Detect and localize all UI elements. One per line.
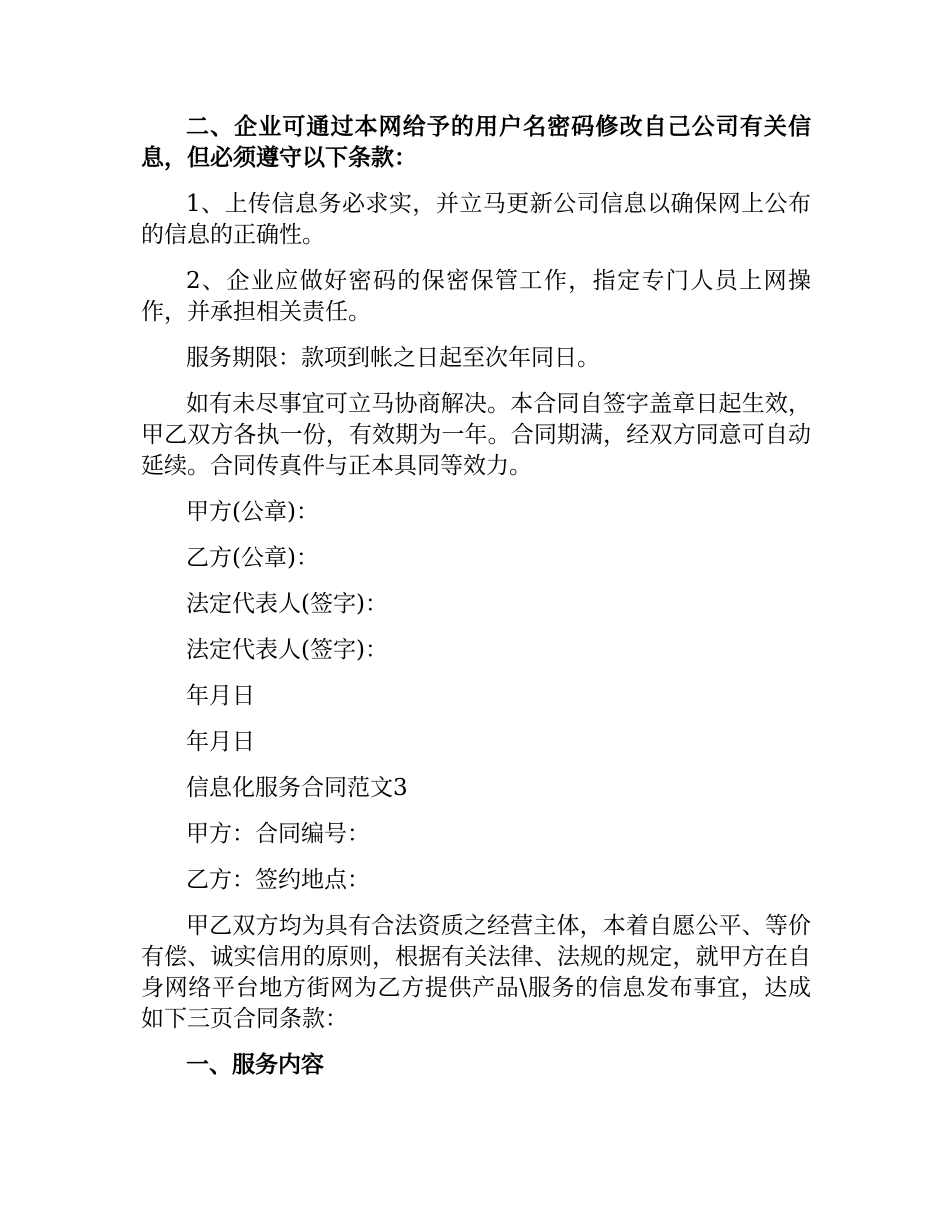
- preamble-paragraph: 甲乙双方均为具有合法资质之经营主体，本着自愿公平、等价有偿、诚实信用的原则，根据有关法律、法规的规定，就甲方在自身网络平台地方街网为乙方提供产品\服务的信息发布事宜，达成如下三页合同条款：: [141, 913, 811, 1032]
- legal-rep-signature-a: 法定代表人(签字)：: [186, 591, 388, 617]
- party-a-contract-number: 甲方：合同编号：: [186, 821, 370, 847]
- date-line-b: 年月日: [186, 729, 255, 755]
- party-b-seal: 乙方(公章)：: [186, 545, 319, 571]
- validity-paragraph: 如有未尽事宜可立马协商解决。本合同自签字盖章日起生效，甲乙双方各执一份，有效期为一年。合同期满，经双方同意可自动延续。合同传真件与正本具同等效力。: [141, 391, 811, 479]
- section-1-heading: 一、服务内容: [186, 1052, 324, 1078]
- legal-rep-signature-b: 法定代表人(签字)：: [186, 637, 388, 663]
- contract-sample-title: 信息化服务合同范文3: [186, 775, 408, 801]
- party-a-seal: 甲方(公章)：: [186, 499, 319, 525]
- date-line-a: 年月日: [186, 683, 255, 709]
- service-period: 服务期限：款项到帐之日起至次年同日。: [186, 345, 600, 371]
- party-b-signing-place: 乙方：签约地点：: [186, 867, 370, 893]
- clause-2-item-1: 1、上传信息务必求实，并立马更新公司信息以确保网上公布的信息的正确性。: [141, 191, 811, 248]
- clause-2-item-2: 2、企业应做好密码的保密保管工作，指定专门人员上网操作，并承担相关责任。: [141, 268, 811, 325]
- document-body: [141, 112, 811, 1096]
- clause-2-heading: 二、企业可通过本网给予的用户名密码修改自己公司有关信息，但必须遵守以下条款：: [141, 114, 811, 171]
